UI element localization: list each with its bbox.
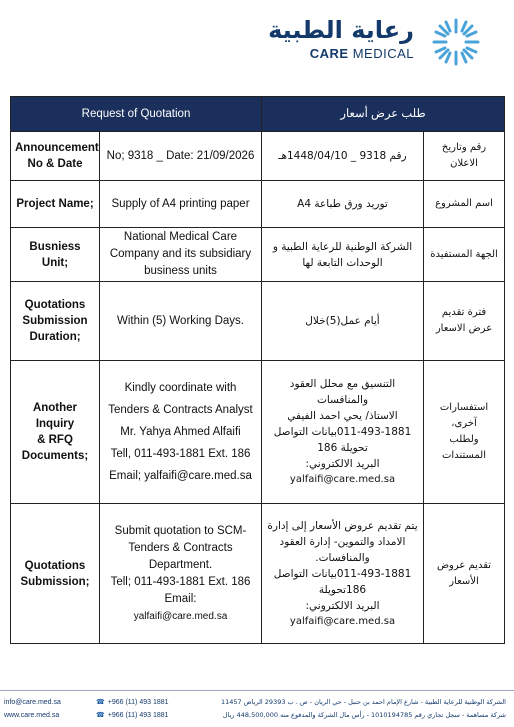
- brand-name-en-light: MEDICAL: [348, 46, 414, 61]
- brand-name-en-bold: CARE: [309, 46, 349, 61]
- row-label-ar: رقم وتاريخ الاعلان: [424, 132, 505, 181]
- contact-email-ar: yalfaifi@care.med.sa: [289, 474, 396, 485]
- row-label-en: Quotations Submission Duration;: [11, 282, 100, 361]
- row-value-en: Kindly coordinate with Tenders & Contracts Analyst Mr. Yahya Ahmed Alfaifi Tell, 011-493-1881 Ext. 186 Email; yalfaifi@care.med.sa: [100, 361, 262, 504]
- care-medical-logo-icon: [428, 14, 484, 70]
- row-label-ar: اسم المشروع: [424, 181, 505, 228]
- table-row: [11, 282, 505, 361]
- brand-logo: [268, 10, 494, 66]
- row-label-en: Busniess Unit;: [11, 228, 100, 282]
- row-value-ar: توريد ورق طباعة A4: [262, 181, 424, 228]
- footer-divider: [0, 690, 514, 691]
- row-label-ar: الجهة المستفيدة: [424, 228, 505, 282]
- row-value-ar: رقم 9318 _ 1448/04/10هـ: [262, 132, 424, 181]
- row-label-ar: فترة تقديم عرض الاسعار: [424, 282, 505, 361]
- row-label-ar: استفسارات آخرى، ولطلب المستندات: [424, 361, 505, 504]
- brand-name-ar: رعاية الطبية: [268, 16, 414, 44]
- row-value-en: National Medical Care Company and its subsidiary business units: [100, 228, 262, 282]
- rfq-table: [10, 96, 505, 644]
- brand-name-en: [310, 46, 414, 61]
- row-value-ar: يتم تقديم عروض الأسعار إلى إدارة الامداد والتموين- إدارة العقود والمنافسات. 011-493-1881بيانات التواصل 186تحويلة البريد الالكتروني: yalfaifi@care.med.sa: [262, 504, 424, 644]
- phone-icon: ☎: [96, 699, 105, 706]
- row-label-en: Project Name;: [11, 181, 100, 228]
- phone-icon: ☎: [96, 712, 105, 719]
- footer-phones: [96, 696, 169, 722]
- row-label-en: Quotations Submission;: [11, 504, 100, 644]
- row-value-ar: التنسيق مع محلل العقود والمنافسات الاستاذ/ يحي احمد الفيفي 011-493-1881بيانات التواصل تحويلة 186 البريد الالكتروني: yalfaifi@care.med.sa: [262, 361, 424, 504]
- footer-address-ar: الشركة الوطنية للرعاية الطبية - شارع الإمام احمد بن حنبل - حي الريان - ص . ب 29393 الرياض 11457: [220, 698, 506, 706]
- submission-email-ar: yalfaifi@care.med.sa: [289, 615, 396, 627]
- table-row: [11, 132, 505, 181]
- table-row: [11, 361, 505, 504]
- row-value-en: No; 9318 _ Date: 21/09/2026: [100, 132, 262, 181]
- submission-email-en: yalfaifi@care.med.sa: [133, 610, 228, 622]
- table-row: [11, 504, 505, 644]
- row-value-ar: أيام عمل(5)خلال: [262, 282, 424, 361]
- row-value-en: Submit quotation to SCM- Tenders & Contracts Department. Tell; 011-493-1881 Ext. 186 Email: yalfaifi@care.med.sa: [100, 504, 262, 644]
- footer-phone-2: +966 (11) 493 1881: [107, 712, 169, 719]
- header-en: Request of Quotation: [11, 97, 262, 132]
- footer-email[interactable]: info@care.med.sa: [4, 699, 61, 706]
- footer-phone-1: +966 (11) 493 1881: [107, 699, 169, 706]
- table-row: [11, 228, 505, 282]
- header-ar: طلب عرض أسعار: [262, 97, 505, 132]
- footer-company-ar: شركة مساهمة - سجل تجاري رقم 1010194785 - رأس مال الشركة والمدفوع منه 448,500,000 ريال: [222, 711, 506, 719]
- row-label-ar: تقديم عروض الأسعار: [424, 504, 505, 644]
- row-label-en: Another Inquiry & RFQ Documents;: [11, 361, 100, 504]
- row-label-en: Announcement No & Date: [11, 132, 100, 181]
- footer-website[interactable]: www.care.med.sa: [4, 712, 60, 719]
- table-row: [11, 181, 505, 228]
- row-value-en: Supply of A4 printing paper: [100, 181, 262, 228]
- row-value-en: Within (5) Working Days.: [100, 282, 262, 361]
- footer-contacts: [4, 696, 61, 722]
- page-footer: [0, 690, 514, 727]
- table-header-row: [11, 97, 505, 132]
- row-value-ar: الشركة الوطنية للرعاية الطبية و الوحدات التابعة لها: [262, 228, 424, 282]
- contact-email-en: Email; yalfaifi@care.med.sa: [109, 470, 252, 482]
- footer-address: [221, 696, 506, 722]
